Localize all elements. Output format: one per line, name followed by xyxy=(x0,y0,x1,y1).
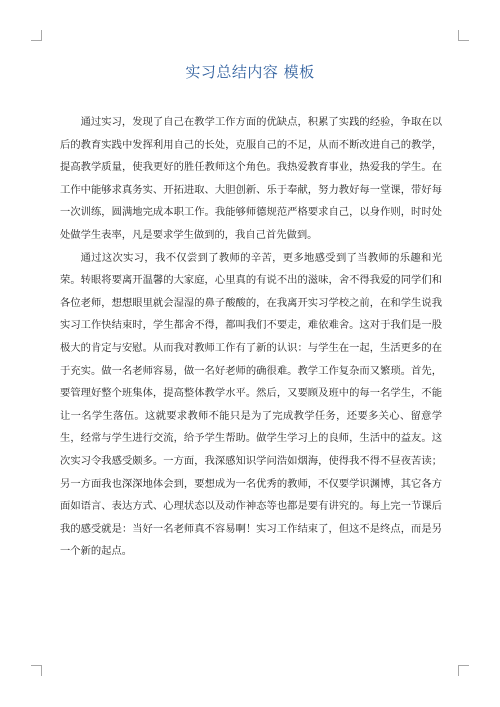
crop-mark-bottom-right xyxy=(458,665,469,676)
document-body xyxy=(60,111,442,563)
paragraph: 通过这次实习，我不仅尝到了教师的辛苦，更多地感受到了当教师的乐趣和光荣。转眼将要离开温馨的大家庭，心里真的有说不出的滋味，舍不得我爱的同学们和各位老师，想想眼里就会湿湿的鼻子酸酸的，在我离开实习学校之前，在和学生说我实习工作快结束时，学生都舍不得，都叫我们不要走，难依难舍。这对于我们是一股极大的肯定与安慰。从而我对教师工作有了新的认识：与学生在一起，生活更多的在于充实。做一名老师容易，做一名好老师的确很难。教学工作复杂而又繁琐。首先，要管理好整个班集体，提高整体教学水平。然后，又要顾及班中的每一名学生，不能让一名学生落伍。这就要求教师不能只是为了完成教学任务，还要多关心、留意学生，经常与学生进行交流，给予学生帮助。做学生学习上的良师，生活中的益友。这次实习令我感受颇多。一方面，我深感知识学问浩如烟海，使得我不得不昼夜苦读；另一方面我也深深地体会到，要想成为一名优秀的教师，不仅要学识渊博，其它各方面如语言、表达方式、心理状态以及动作神态等也都是要有讲究的。每上完一节课后我的感受就是：当好一名老师真不容易啊！实习工作结束了，但这不是终点，而是另一个新的起点。 xyxy=(60,251,442,558)
crop-mark-bottom-left xyxy=(31,665,42,676)
crop-mark-top-left xyxy=(31,30,42,41)
crop-mark-top-right xyxy=(458,30,469,41)
document-title: 实习总结内容 模板 xyxy=(185,63,315,81)
paragraph: 通过实习，发现了自己在教学工作方面的优缺点，积累了实践的经验，争取在以后的教育实践中发挥利用自己的长处，克服自己的不足，从而不断改进自己的教学，提高教学质量，使我更好的胜任教师这个角色。我热爱教育事业，热爱我的学生。在工作中能够求真务实、开拓进取、大胆创新、乐于奉献，努力教好每一堂课，带好每一次训练，圆满地完成本职工作。我能够师德规范严格要求自己，以身作则，时时处处做学生表率，凡是要求学生做到的，我自己首先做到。 xyxy=(60,116,442,241)
